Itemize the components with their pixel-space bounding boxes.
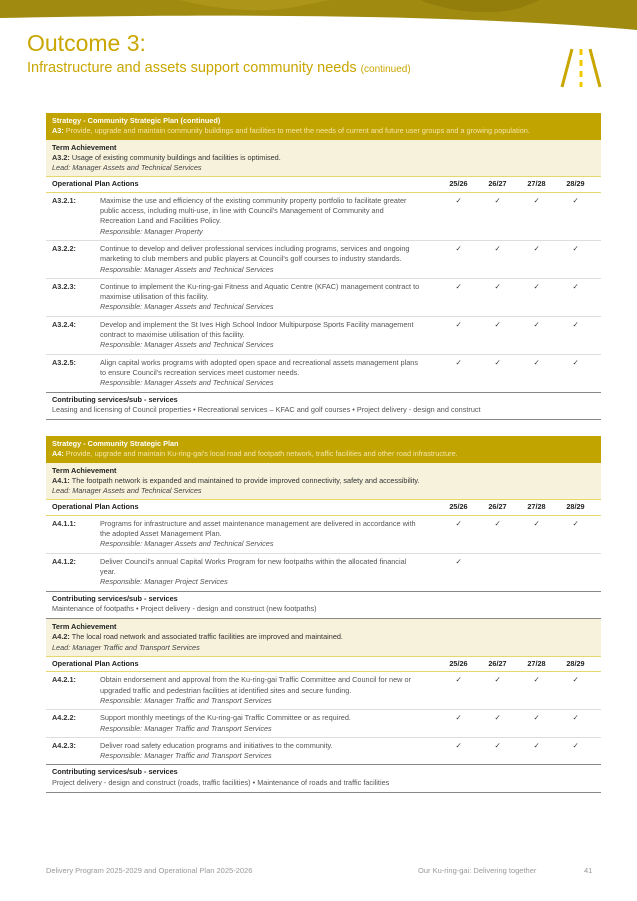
action-text: Deliver Council's annual Capital Works Program for new footpaths within the allocated financial year. xyxy=(100,556,407,576)
spacer xyxy=(420,244,439,275)
checkmark-icon: ✓ xyxy=(533,713,540,723)
checkmark-icon: ✓ xyxy=(533,281,540,291)
contributing-services xyxy=(46,764,601,793)
action-code: A3.2.1: xyxy=(52,195,76,205)
actions-header xyxy=(46,657,601,672)
term-achievement xyxy=(46,619,601,657)
action-description xyxy=(100,196,420,237)
action-description xyxy=(100,519,420,550)
contributing-title: Contributing services/sub - services xyxy=(52,394,178,404)
checkmark-icon: ✓ xyxy=(455,243,462,253)
action-code: A3.2.2: xyxy=(52,243,76,253)
checkmark-icon: ✓ xyxy=(572,518,579,528)
checkmark-icon: ✓ xyxy=(455,357,462,367)
actions-header xyxy=(46,500,601,515)
action-code: A3.2.4: xyxy=(52,319,76,329)
spacer xyxy=(420,741,439,762)
contributing-text: Leasing and licensing of Council properties • Recreational services – KFAC and golf courses • Project delivery - design and construct xyxy=(52,404,481,414)
action-code: A4.1.2: xyxy=(52,556,76,566)
checkmark-icon: ✓ xyxy=(455,195,462,205)
term-text: Usage of existing community buildings and facilities is optimised. xyxy=(71,152,281,162)
action-description xyxy=(100,675,420,706)
action-responsible: Responsible: Manager Property xyxy=(100,226,203,236)
strategy-code: A4: xyxy=(52,449,64,459)
checkmark-icon: ✓ xyxy=(572,357,579,367)
action-row xyxy=(46,554,601,592)
action-text: Deliver road safety education programs and initiatives to the community. xyxy=(100,740,333,750)
action-code: A4.2.3: xyxy=(52,740,76,750)
spacer xyxy=(420,358,439,389)
action-code: A3.2.3: xyxy=(52,281,76,291)
footer-document-title: Delivery Program 2025-2029 and Operational Plan 2025-2026 xyxy=(46,866,253,875)
term-achievement xyxy=(46,140,601,178)
spacer xyxy=(420,282,439,313)
action-description xyxy=(100,244,420,275)
year-column-header: 28/29 xyxy=(566,502,585,512)
strategy-text: Provide, upgrade and maintain community buildings and facilities to meet the needs of current and future user groups and a growing population. xyxy=(65,126,530,136)
action-responsible: Responsible: Manager Traffic and Transport Services xyxy=(100,723,272,733)
term-achievement xyxy=(46,463,601,501)
action-text: Continue to develop and deliver professional services including programs, services and ongoing marketing to club members and public players at Council's golf courses to industry standards. xyxy=(100,243,410,264)
spacer xyxy=(420,196,439,237)
spacer xyxy=(420,675,439,706)
year-column-header: 25/26 xyxy=(449,659,468,669)
road-icon xyxy=(560,47,602,89)
strategy-block-a3 xyxy=(46,113,601,420)
contributing-text: Maintenance of footpaths • Project delivery - design and construct (new footpaths) xyxy=(52,603,317,613)
checkmark-icon: ✓ xyxy=(494,713,501,723)
checkmark-icon: ✓ xyxy=(494,195,501,205)
checkmark-icon: ✓ xyxy=(533,243,540,253)
actions-header-label: Operational Plan Actions xyxy=(52,659,139,669)
checkmark-icon: ✓ xyxy=(455,556,462,566)
subtitle-suffix: (continued) xyxy=(360,64,411,75)
contributing-services xyxy=(46,392,601,421)
strategy-code: A3: xyxy=(52,126,64,136)
term-lead: Lead: Manager Traffic and Transport Services xyxy=(52,642,200,652)
checkmark-icon: ✓ xyxy=(572,713,579,723)
checkmark-icon: ✓ xyxy=(455,675,462,685)
action-code: A4.2.1: xyxy=(52,675,76,685)
checkmark-icon: ✓ xyxy=(494,319,501,329)
page-subtitle xyxy=(27,59,411,79)
header-banner xyxy=(0,0,637,30)
spacer xyxy=(420,320,439,351)
checkmark-icon: ✓ xyxy=(572,740,579,750)
action-row xyxy=(46,738,601,766)
year-column-header: 26/27 xyxy=(488,179,507,189)
contributing-title: Contributing services/sub - services xyxy=(52,767,178,777)
action-row xyxy=(46,241,601,279)
action-description xyxy=(100,282,420,313)
action-code: A4.1.1: xyxy=(52,518,76,528)
term-lead: Lead: Manager Assets and Technical Services xyxy=(52,163,202,173)
spacer xyxy=(420,519,439,550)
year-column-header: 25/26 xyxy=(449,502,468,512)
action-text: Continue to implement the Ku-ring-gai Fitness and Aquatic Centre (KFAC) management contract to maximise utilisation of this facility. xyxy=(100,281,420,302)
action-row xyxy=(46,317,601,355)
checkmark-icon: ✓ xyxy=(533,740,540,750)
term-text: The footpath network is expanded and maintained to provide improved connectivity, safety and accessibility. xyxy=(71,475,420,485)
strategy-title: Strategy - Community Strategic Plan (continued) xyxy=(52,116,221,125)
contributing-services xyxy=(46,591,601,620)
term-code: A4.1: xyxy=(52,475,70,485)
term-description xyxy=(52,632,595,642)
checkmark-icon: ✓ xyxy=(455,518,462,528)
action-description xyxy=(100,320,420,351)
term-lead: Lead: Manager Assets and Technical Services xyxy=(52,486,202,496)
checkmark-icon: ✓ xyxy=(455,281,462,291)
action-responsible: Responsible: Manager Assets and Technical Services xyxy=(100,539,274,549)
checkmark-icon: ✓ xyxy=(533,319,540,329)
year-column-header: 28/29 xyxy=(566,659,585,669)
checkmark-icon: ✓ xyxy=(572,319,579,329)
action-row xyxy=(46,193,601,241)
strategy-block-a4 xyxy=(46,436,601,793)
checkmark-icon: ✓ xyxy=(455,740,462,750)
action-responsible: Responsible: Manager Project Services xyxy=(100,577,228,587)
action-text: Support monthly meetings of the Ku-ring-gai Traffic Committee or as required. xyxy=(100,713,351,723)
term-code: A4.2: xyxy=(52,632,70,642)
checkmark-icon: ✓ xyxy=(572,675,579,685)
spacer xyxy=(420,713,439,734)
checkmark-icon: ✓ xyxy=(455,319,462,329)
term-title: Term Achievement xyxy=(52,622,117,632)
checkmark-icon: ✓ xyxy=(494,243,501,253)
action-text: Align capital works programs with adopted open space and recreational assets management plans to ensure Council's recreation services meet customer needs. xyxy=(100,357,419,377)
strategy-description xyxy=(52,126,595,136)
action-text: Programs for infrastructure and asset maintenance management are delivered in accordance with the adopted Asset Management Plan. xyxy=(100,518,416,539)
action-responsible: Responsible: Manager Traffic and Transport Services xyxy=(100,695,272,705)
year-column-header: 27/28 xyxy=(527,179,546,189)
checkmark-icon: ✓ xyxy=(533,518,540,528)
year-column-header: 27/28 xyxy=(527,659,546,669)
term-description xyxy=(52,153,595,163)
term-code: A3.2: xyxy=(52,152,70,162)
action-description xyxy=(100,358,420,389)
spacer xyxy=(420,557,439,588)
checkmark-icon xyxy=(556,557,595,588)
checkmark-icon xyxy=(517,557,556,588)
year-column-header: 26/27 xyxy=(488,659,507,669)
action-text: Develop and implement the St Ives High School Indoor Multipurpose Sports Facility management contract to maximise utilisation of this facility. xyxy=(100,319,414,340)
checkmark-icon: ✓ xyxy=(494,281,501,291)
term-description xyxy=(52,476,595,486)
subtitle-text: Infrastructure and assets support community needs xyxy=(27,60,357,76)
action-row xyxy=(46,672,601,710)
checkmark-icon xyxy=(478,557,517,588)
checkmark-icon: ✓ xyxy=(455,713,462,723)
strategy-text: Provide, upgrade and maintain Ku-ring-gai's local road and footpath network, traffic facilities and other road infrastructure. xyxy=(65,449,458,459)
checkmark-icon: ✓ xyxy=(533,675,540,685)
checkmark-icon: ✓ xyxy=(572,281,579,291)
strategy-header xyxy=(46,436,601,463)
action-responsible: Responsible: Manager Assets and Technical Services xyxy=(100,340,274,350)
checkmark-icon: ✓ xyxy=(494,675,501,685)
checkmark-icon: ✓ xyxy=(572,195,579,205)
year-column-header: 28/29 xyxy=(566,179,585,189)
action-text: Obtain endorsement and approval from the Ku-ring-gai Traffic Committee and Council for new or upgraded traffic and pedestrian facilities at identified sites and secure funding. xyxy=(100,675,411,695)
actions-header xyxy=(46,177,601,192)
action-responsible: Responsible: Manager Assets and Technical Services xyxy=(100,264,274,274)
action-row xyxy=(46,355,601,393)
action-description xyxy=(100,741,420,762)
action-description xyxy=(100,557,420,588)
action-code: A4.2.2: xyxy=(52,713,76,723)
contributing-text: Project delivery - design and construct (roads, traffic facilities) • Maintenance of roads and traffic facilities xyxy=(52,777,390,787)
checkmark-icon: ✓ xyxy=(572,243,579,253)
footer-section-title: Our Ku-ring-gai: Delivering together xyxy=(418,866,537,875)
action-row xyxy=(46,516,601,554)
term-text: The local road network and associated traffic facilities are improved and maintained. xyxy=(71,632,343,642)
action-description xyxy=(100,713,420,734)
page-title: Outcome 3: xyxy=(27,30,146,56)
actions-header-label: Operational Plan Actions xyxy=(52,502,139,512)
strategy-description xyxy=(52,449,595,459)
checkmark-icon: ✓ xyxy=(494,740,501,750)
checkmark-icon: ✓ xyxy=(533,195,540,205)
year-column-header: 26/27 xyxy=(488,502,507,512)
action-responsible: Responsible: Manager Assets and Technical Services xyxy=(100,378,274,388)
checkmark-icon: ✓ xyxy=(494,518,501,528)
checkmark-icon: ✓ xyxy=(494,357,501,367)
checkmark-icon: ✓ xyxy=(533,357,540,367)
strategy-title: Strategy - Community Strategic Plan xyxy=(52,439,179,448)
action-text: Maximise the use and efficiency of the existing community property portfolio to facilitate greater public access, including multi-use, in line with Council's Management of Community and Recreation Land and Facilities Policy. xyxy=(100,195,407,226)
action-row xyxy=(46,279,601,317)
year-column-header: 25/26 xyxy=(449,179,468,189)
contributing-title: Contributing services/sub - services xyxy=(52,593,178,603)
action-responsible: Responsible: Manager Assets and Technical Services xyxy=(100,302,274,312)
action-row xyxy=(46,710,601,738)
actions-header-label: Operational Plan Actions xyxy=(52,179,139,189)
term-title: Term Achievement xyxy=(52,142,117,152)
action-code: A3.2.5: xyxy=(52,357,76,367)
term-title: Term Achievement xyxy=(52,465,117,475)
page-number: 41 xyxy=(584,866,593,875)
strategy-header xyxy=(46,113,601,140)
year-column-header: 27/28 xyxy=(527,502,546,512)
action-responsible: Responsible: Manager Traffic and Transport Services xyxy=(100,751,272,761)
